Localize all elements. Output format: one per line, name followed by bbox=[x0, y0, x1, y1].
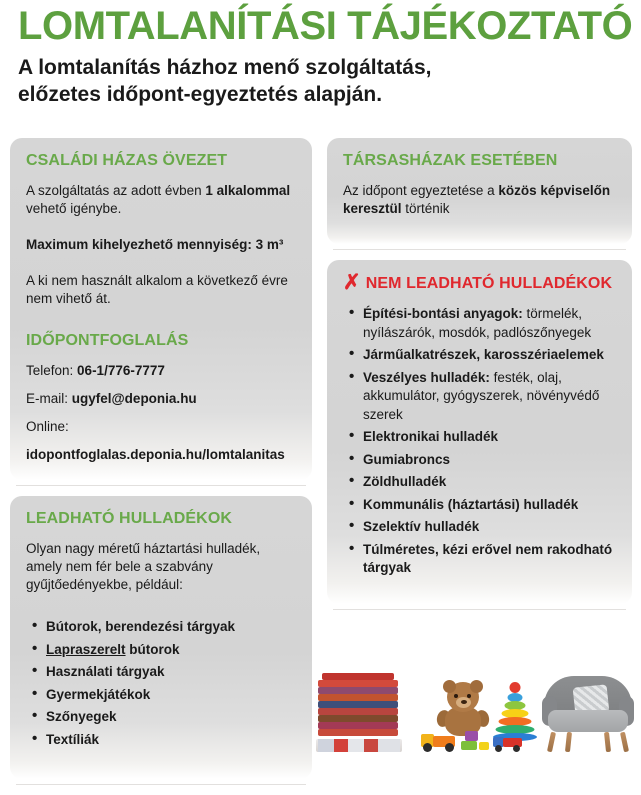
subtitle-line-1: A lomtalanítás házhoz menő szolgáltatás, bbox=[18, 56, 432, 79]
spacer bbox=[26, 228, 296, 236]
bottom-photo-strip bbox=[316, 660, 636, 752]
left-column bbox=[10, 138, 312, 795]
list-item-bold: Kommunális (háztartási) hulladék bbox=[363, 496, 579, 512]
poster-header bbox=[0, 0, 641, 108]
list-item bbox=[46, 641, 296, 660]
dump-truck-toy bbox=[421, 732, 457, 752]
spacer bbox=[26, 604, 296, 618]
condominium-highlight: közös képviselőn keresztül bbox=[343, 183, 611, 216]
list-item-rest: bútorok bbox=[125, 641, 180, 657]
list-item-bold: Építési-bontási anyagok: bbox=[363, 306, 523, 321]
email-value[interactable]: ugyfel@deponia.hu bbox=[71, 391, 197, 406]
list-item: • Használati tárgyak bbox=[46, 663, 296, 682]
list-item bbox=[363, 496, 616, 515]
list-item bbox=[363, 518, 616, 537]
email-label: E-mail: bbox=[26, 391, 72, 406]
list-item bbox=[363, 451, 616, 470]
toy-block-green bbox=[461, 741, 477, 750]
panel-title-accepted-waste: LEADHATÓ HULLADÉKOK bbox=[26, 510, 233, 527]
list-item-bold: Járműalkatrészek, karosszériaelemek bbox=[363, 347, 604, 362]
list-item-underlined-part: Lapraszerelt bbox=[46, 641, 126, 657]
spacer bbox=[26, 264, 296, 272]
right-column bbox=[327, 138, 632, 620]
page-title: LOMTALANÍTÁSI TÁJÉKOZTATÓ bbox=[18, 4, 633, 48]
list-item bbox=[363, 541, 616, 578]
contact-email-row bbox=[26, 390, 296, 408]
max-quantity-text bbox=[26, 236, 296, 254]
page-subtitle bbox=[18, 54, 618, 108]
list-item-bold: Veszélyes hulladék: bbox=[363, 369, 490, 385]
list-item-normal: festék, olaj, akkumulátor, gyógyszerek, növényvédő szerek bbox=[363, 369, 600, 422]
textile-base-row bbox=[316, 739, 402, 752]
list-item-bold: Elektronikai hulladék bbox=[363, 429, 499, 444]
subtitle-line-2: előzetes időpont-egyeztetés alapján. bbox=[18, 83, 383, 106]
frequency-highlight: 1 alkalommal bbox=[205, 183, 291, 198]
rejected-waste-list bbox=[343, 305, 616, 578]
phone-label: Telefon: bbox=[26, 363, 78, 378]
panel-title-rejected-waste bbox=[343, 271, 616, 294]
panel-accepted-waste bbox=[10, 496, 312, 779]
rejected-waste-title-text: NEM LEADHATÓ HULLADÉKOK bbox=[365, 275, 613, 292]
list-item-bold: Zöldhulladék bbox=[363, 474, 447, 489]
max-quantity-value: Maximum kihelyezhető mennyiség: 3 m³ bbox=[26, 237, 284, 252]
condominium-text-part1: Az időpont egyeztetése a bbox=[343, 183, 499, 198]
condominium-text bbox=[343, 182, 616, 218]
childrens-toys-photo bbox=[421, 670, 541, 752]
list-item bbox=[363, 346, 616, 365]
panel-rejected-waste bbox=[327, 260, 632, 604]
x-mark-icon: ✗ bbox=[343, 271, 361, 294]
teddy-bear bbox=[439, 682, 489, 734]
contact-online-label: Online: bbox=[26, 419, 69, 434]
list-item-normal: törmelék, nyílászárók, mosdók, padlószőnyegek bbox=[363, 306, 592, 340]
phone-value[interactable]: 06-1/776-7777 bbox=[77, 363, 165, 378]
panel-title-family-house: CSALÁDI HÁZAS ÖVEZET bbox=[26, 152, 228, 169]
grey-armchair-photo bbox=[540, 670, 636, 752]
list-item-bold: Szelektív hulladék bbox=[363, 519, 480, 534]
toy-block-yellow bbox=[479, 742, 489, 750]
frequency-text-part2: vehető igénybe. bbox=[26, 201, 122, 216]
frequency-text-part1: A szolgáltatás az adott évben bbox=[26, 183, 206, 198]
list-item-bold: Gumiabroncs bbox=[363, 451, 451, 467]
panel-condominium bbox=[327, 138, 632, 244]
list-item: • Textíliák bbox=[46, 731, 296, 750]
list-item bbox=[363, 305, 616, 342]
list-item: • Bútorok, berendezési tárgyak bbox=[46, 618, 296, 637]
panel-family-house bbox=[10, 138, 312, 480]
spacer bbox=[26, 318, 296, 332]
list-item-bold: Túlméretes, kézi erővel nem rakodható tárgyak bbox=[363, 541, 613, 575]
stacked-textiles-photo bbox=[316, 672, 402, 752]
list-item: • Gyermekjátékok bbox=[46, 686, 296, 705]
condominium-text-part2: történik bbox=[401, 201, 450, 216]
contact-phone-row bbox=[26, 362, 296, 380]
family-house-frequency-text bbox=[26, 182, 296, 218]
red-toy-car bbox=[493, 732, 523, 752]
list-item: • Szőnyegek bbox=[46, 708, 296, 727]
panel-title-condominium: TÁRSASHÁZAK ESETÉBEN bbox=[343, 152, 558, 169]
accepted-waste-list bbox=[26, 618, 296, 749]
accepted-waste-intro: Olyan nagy méretű háztartási hulladék, amely nem fér bele a szabvány gyűjtőedényekbe, például: bbox=[26, 541, 261, 592]
panel-title-booking: IDŐPONTFOGLALÁS bbox=[26, 332, 189, 349]
unused-occasion-text: A ki nem használt alkalom a következő évre nem vihető át. bbox=[26, 273, 288, 306]
list-item bbox=[363, 473, 616, 492]
list-item bbox=[363, 428, 616, 447]
toy-block-purple bbox=[465, 731, 478, 741]
list-item bbox=[363, 369, 616, 425]
booking-url[interactable]: idopontfoglalas.deponia.hu/lomtalanitas bbox=[26, 447, 285, 462]
